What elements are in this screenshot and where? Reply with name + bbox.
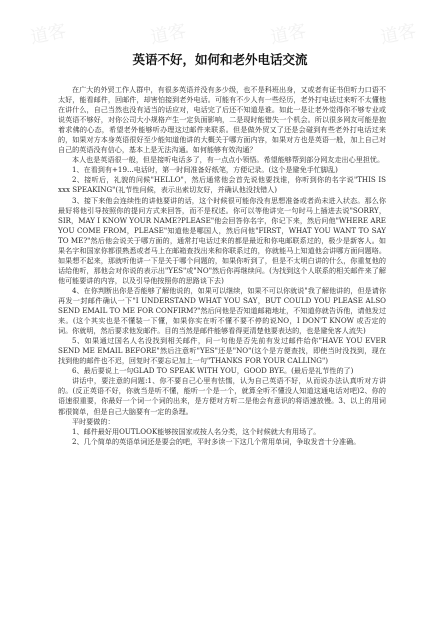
list-item: 1、邮件最好用OUTLOOK能够按国家或按人名分类，这个时候就大有用场了。 — [72, 426, 321, 436]
watermark: 道客 — [148, 20, 189, 49]
paragraph: 在广大的外贸工作人群中，有很多英语并没有多少级，也不是科班出身，又或者有证书但听力口语不太好，能看邮件，回邮件，却害怕接到老外电话。可能有不少人有一些经历，老外打电话过来听不太懂他在讲什么，自己当然也没有适当的话应对，电话完了后还不知道是谁。如此一是让老外觉得你不够专业或说英语不够好，对你公司大小规格产生一定负面影响，二是现时能错失一个机会。所以很多网友可能是抱着求佛的心态，希望老外能够听办理这过邮件来联系。但是做外贸又了还是会碰到有些老外打电话过来的，如果对方本身英语很好至少能知道他讲的大概关于哪方面内容，如果对方也是英语一般，加上自己对自己的英语没有信心，基本上是无法沟通。如何能够有效沟通？ — [58, 85, 386, 155]
list-item: 3、接下来他会连续性的讲他要讲的话，这个时候很可能你没有思想准备或者尚未进入状态。那么你最好将他引导按照你的提问方式来回答，而不是权述。你可以等他讲完一句时马上插进去说"SORRY，SIR，MAY I KNOW YOUR NAME?PLEASE"他会回答你名字，你记下来，然后问他"WHERE ARE YOU COME FROM，PLEASE"知道他是哪国人，然后问他"FIRST，WHAT YOU WANT TO SAY TO ME?"然后他会说关于哪方面的，通常打电话过来的都是最近和你电邮联系过的，极少是新客人。如果名字和国家你都很熟悉或者马上在邮箱查找出来和你联系过的，你就能马上知道他会讲哪方面问题咯。如果想不起来，那就听他讲一下是关于哪个问题的，如果你听到了，但是不太明白讲的什么，你重复他的话给他听，那他会对你说的表示出"YES"或"NO"然后你再继续问。(为找到这个人联系的相关邮件来了解他可能要讲的内容，以及引导他按照你的思路谈下去) — [58, 195, 386, 285]
paragraph: 本人也是英语很一般，但是接听电话多了，有一点点小领悟。希望能够帮到部分网友走出心里担忧。 — [72, 155, 385, 165]
list-item: 讲话中，要注意的问题:1、你不要自己心里有怯懦，认为自己英语不好，从而说办法认真听对方讲的。(反正英语不好，你就当是听不懂，能听一个是一个，就算全听不懂没人知道这通电话对吧)2、你的语速很重要，你最好一个词一个词的出来，是方便对方听二是他会有意识的将语速放慢。3、以上的用词都很简单，但是自己大脑要有一定的条理。 — [58, 376, 386, 416]
watermark: 道客 — [378, 20, 419, 49]
watermark: 道客 — [268, 20, 309, 49]
list-item: 2、接听后，礼貌的问候"HELLO"，然后通常他会首先说他要找谁，你听到你的名字说"THIS IS xxx SPEAKING"(礼节性问候，表示出索切友好，并确认他没找错人) — [58, 175, 386, 195]
list-item: 4、在你判断出你是否能够了解他说的，如果可以继续，如果不可以你就说"我了解他讲的，但是请你再发一封邮件确认一下"I UNDERSTAND WHAT YOU SAY，BUT COULD YOU PLEASE ALSO SEND EMAIL TO ME FOR CONFIRM?"然后问他是否知道邮箱地址，不知道你就告诉他，请他发过来。(这个其实也是不懂装一下懂，如果你实在听不懂不要不停的说NO，I DON'T KNOW 或否定的词。你就明，然后要求他发邮件。目的当然是邮件能够看得更清楚他要表达的，也是避免客人流失) — [58, 285, 386, 336]
list-item: 6、最后要说上一句GLAD TO SPEAK WITH YOU，GOOD BYE。(最后是礼节性的了) — [72, 366, 354, 376]
list-item: 1、在看到有+19...电话时，第一时间准备好纸笔，方便记录。(这个是避免手忙脚乱) — [72, 165, 338, 175]
page-title: 英语不好，如何和老外电话交流 — [132, 52, 308, 67]
list-item: 5、如果通过国名人名没找到相关邮件，问一句他是否先前有发过邮件给你"HAVE YOU EVER SEND ME EMAIL BEFORE"然后注意听"YES"还是"NO"(这个是方便查找，即使当时没找到，现在找到他的邮件也不迟，回复时不要忘记加上一句"THANKS FOR YOUR CALLING") — [58, 336, 386, 366]
list-item: 2、几个简单的英语单词还是要会的吧，平时多读一下这几个常用单词，争取发音十分准确。 — [72, 436, 361, 446]
list-item: 平时要做的： — [72, 416, 115, 426]
document-body — [58, 85, 386, 447]
watermark: 道客 — [28, 20, 69, 49]
